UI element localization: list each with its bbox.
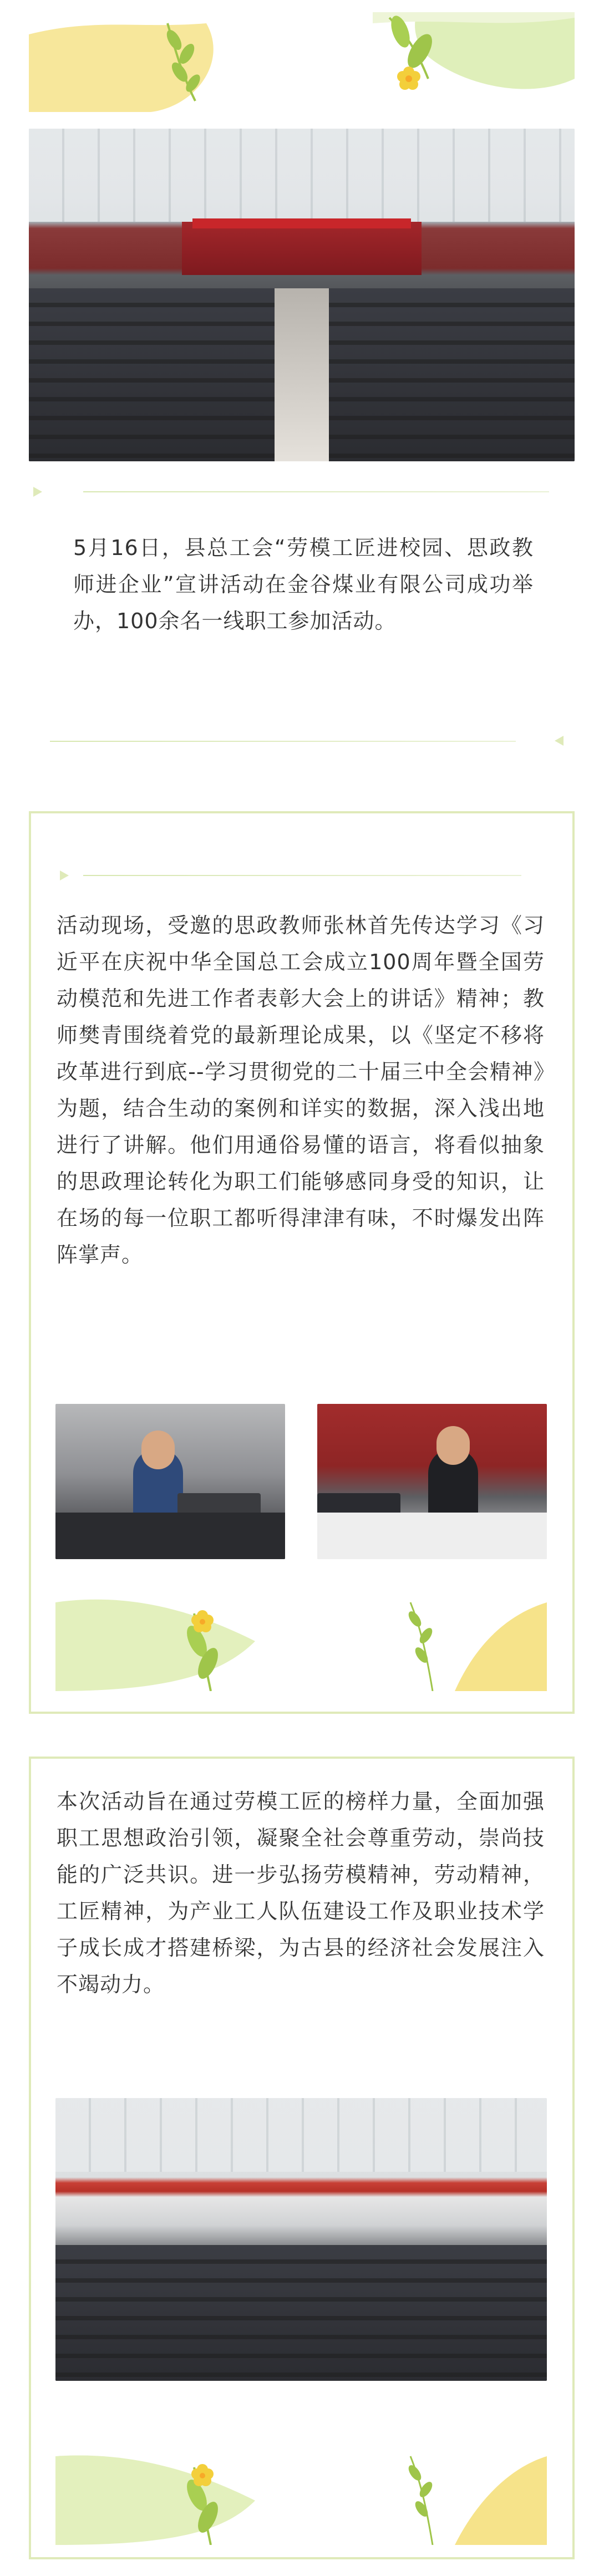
footer-decorative-banner — [55, 2440, 547, 2545]
divider-line — [83, 491, 549, 492]
ceiling-decoration — [29, 129, 575, 222]
red-banner — [192, 218, 411, 228]
speaker-head — [436, 1426, 470, 1465]
leaf-sprig-icon — [406, 2456, 434, 2545]
top-decorative-banner — [29, 12, 575, 112]
audience-rows — [55, 2245, 547, 2381]
center-aisle — [275, 288, 329, 461]
purpose-paragraph: 本次活动旨在通过劳模工匠的榜样力量，全面加强职工思想政治引领，凝聚全社会尊重劳动，崇尚技能的广泛共识。进一步弘扬劳模精神，劳动精神，工匠精神，为产业工人队伍建设工作及职业技术学子成长成才搭建桥梁，为古县的经济社会发展注入不竭动力。 — [57, 1789, 545, 1997]
triangle-marker-icon — [555, 736, 564, 746]
meeting-hall-photo — [29, 129, 575, 461]
divider-line — [83, 875, 521, 876]
yellow-flower-icon — [397, 67, 420, 90]
leaf-flower-decoration — [55, 2440, 547, 2545]
purpose-paragraph-container — [57, 1783, 545, 2094]
desk — [317, 1513, 547, 1559]
leaf-sprig-icon — [406, 1602, 434, 1691]
audience-hall-photo — [55, 2098, 547, 2381]
leaf-flower-decoration — [55, 1580, 547, 1691]
activity-paragraph-container — [57, 907, 545, 1384]
ceiling-decoration — [55, 2098, 547, 2172]
stage-backdrop — [182, 222, 422, 275]
triangle-marker-icon — [60, 870, 69, 880]
speaker-zhang-photo — [55, 1404, 285, 1559]
desk — [55, 1513, 285, 1559]
section-decorative-banner — [55, 1580, 547, 1691]
intro-paragraph: 5月16日，县总工会“劳模工匠进校园、思政教师进企业”宣讲活动在金谷煤业有限公司成功举办，100余名一线职工参加活动。 — [73, 536, 534, 633]
divider-line — [50, 741, 516, 742]
leaf-flower-decoration — [29, 12, 575, 112]
triangle-marker-icon — [33, 487, 42, 497]
activity-paragraph: 活动现场，受邀的思政教师张林首先传达学习《习近平在庆祝中华全国总工会成立100周年暨全国劳动模范和先进工作者表彰大会上的讲话》精神；教师樊青围绕着党的最新理论成果，以《坚定不移将改革进行到底--学习贯彻党的二十届三中全会精神》为题，结合生动的案例和详实的数据，深入浅出地进行了讲解。他们用通俗易懂的语言，将看似抽象的思政理论转化为职工们能够感同身受的知识，让在场的每一位职工都听得津津有味，不时爆发出阵阵掌声。 — [57, 913, 545, 1267]
intro-paragraph-container — [73, 530, 534, 674]
speaker-head — [141, 1430, 175, 1469]
speaker-fan-photo — [317, 1404, 547, 1559]
